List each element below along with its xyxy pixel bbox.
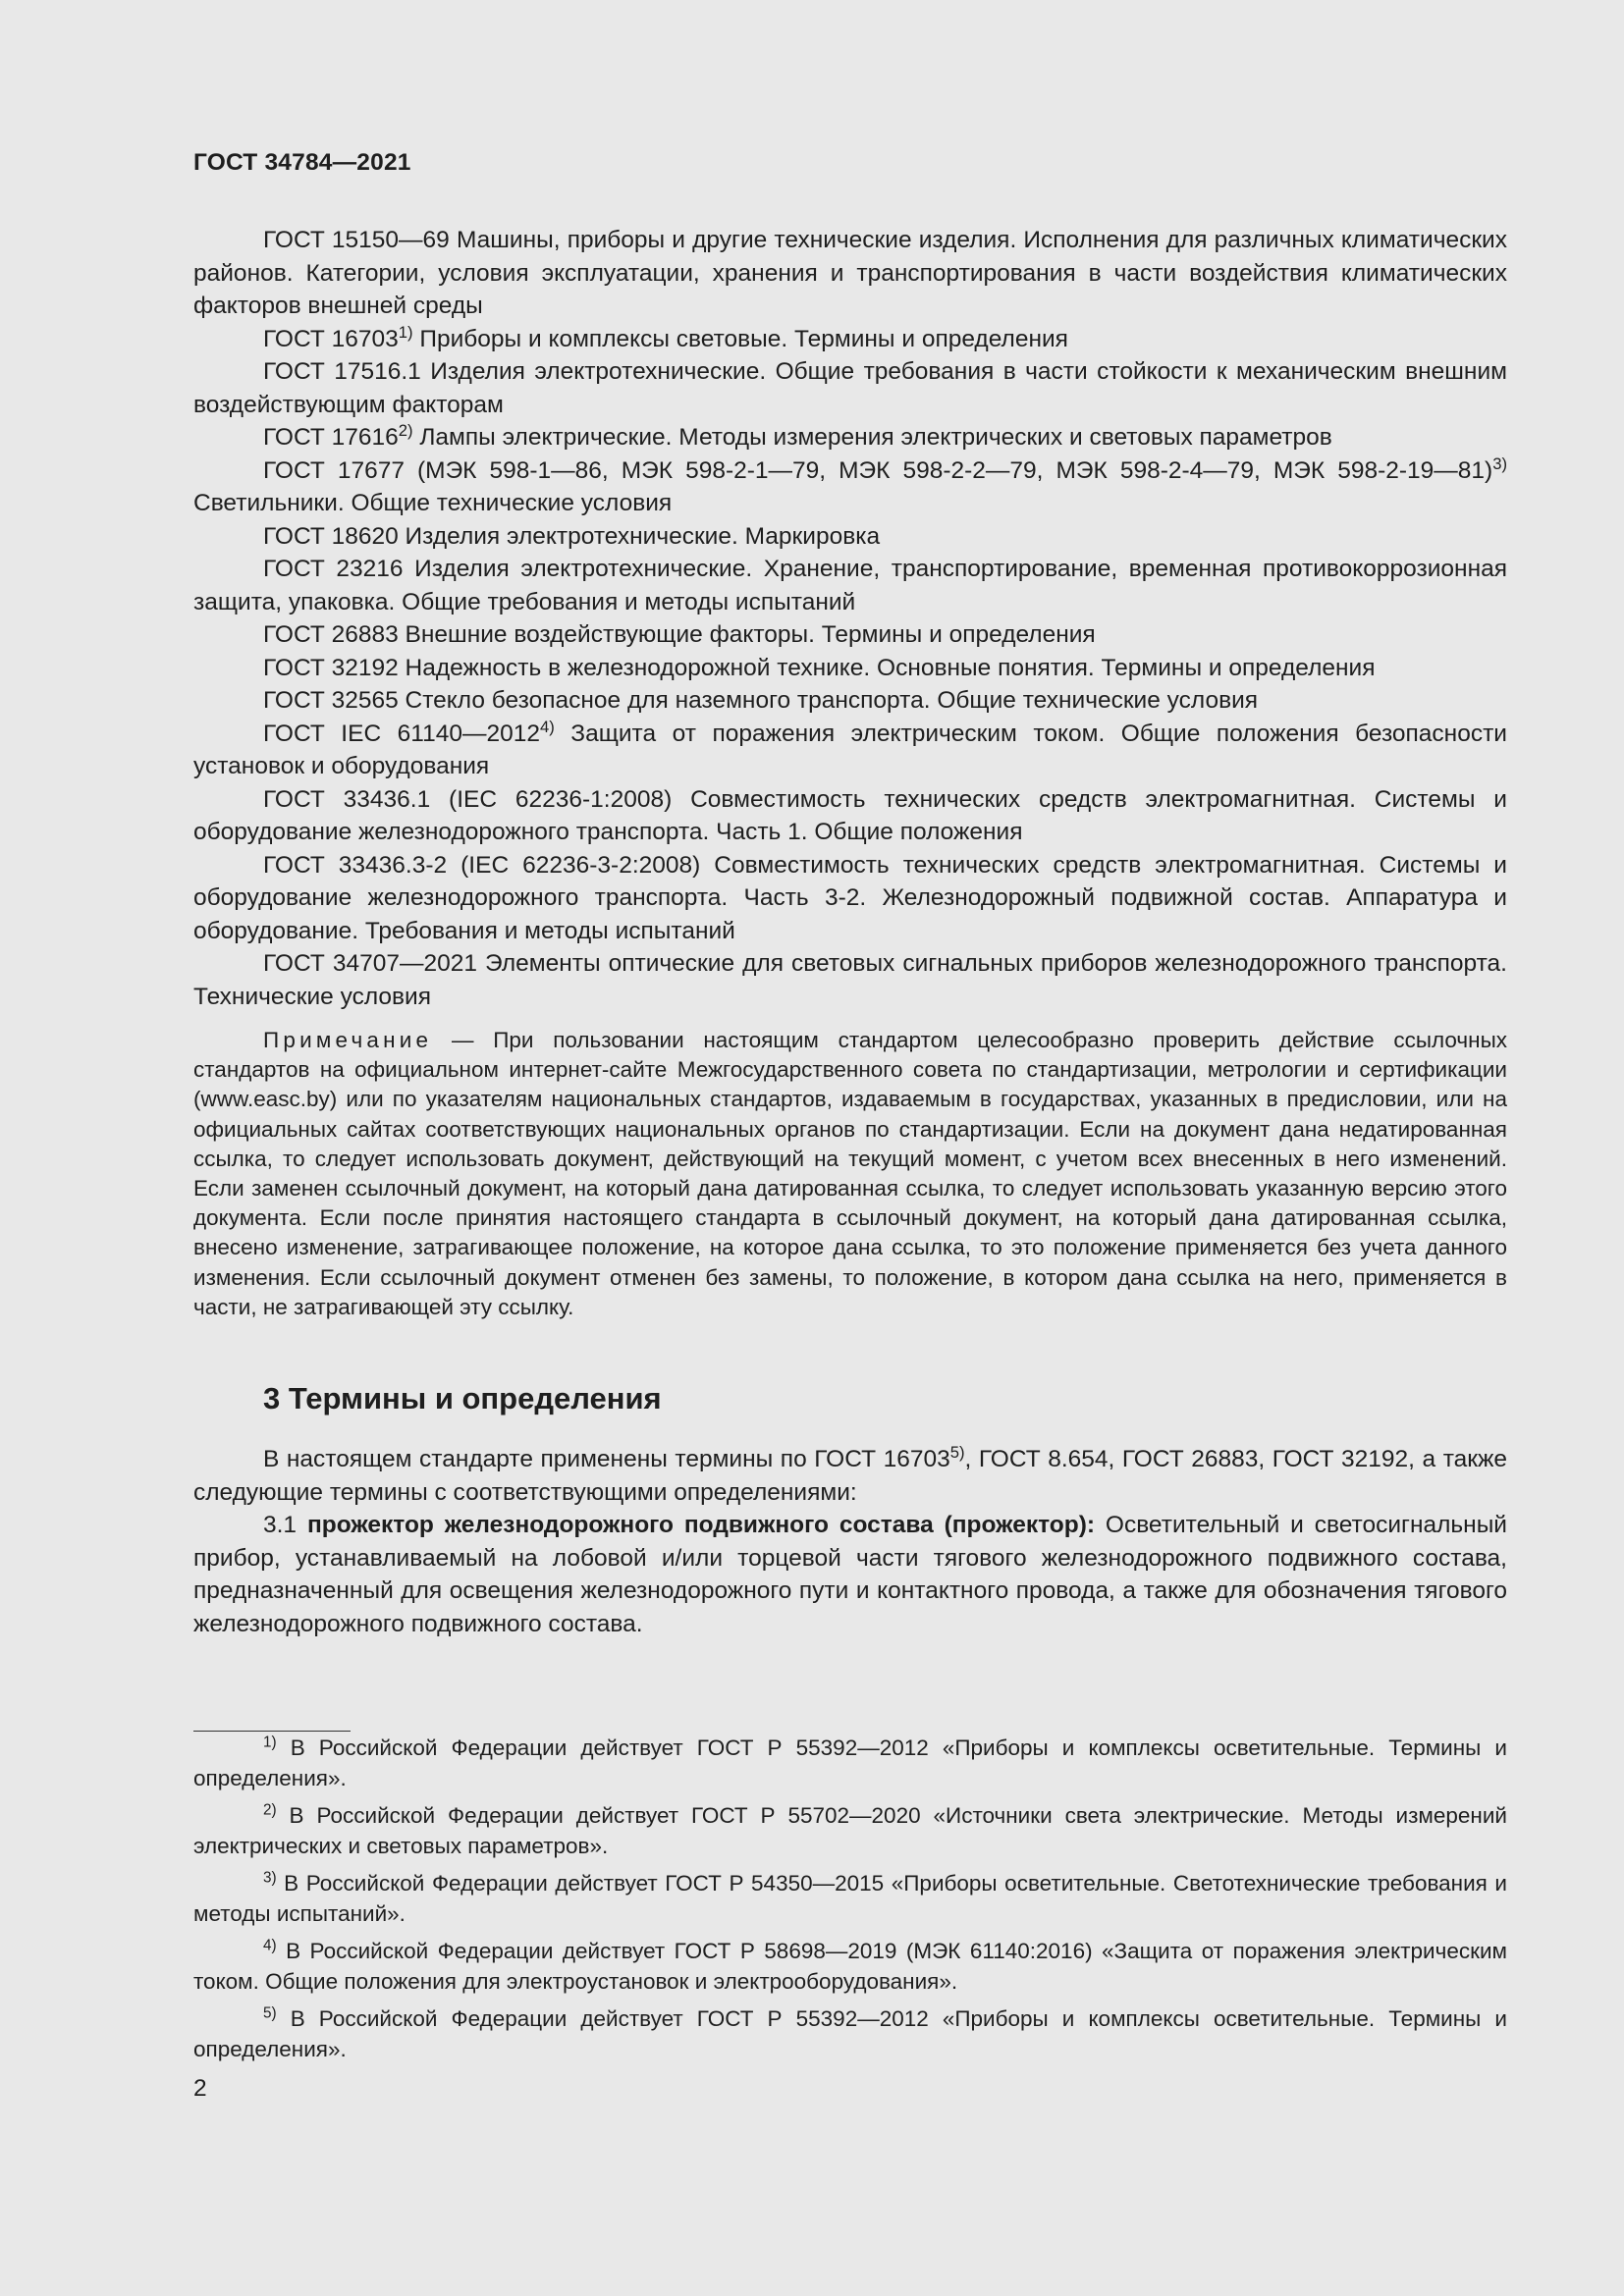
footnote-number: 2)	[263, 1801, 277, 1819]
page-number: 2	[193, 2075, 207, 2102]
reference-item: ГОСТ 16703$^{1)}$ Приборы и комплексы световые. Термины и определения	[263, 322, 1068, 352]
footnotes	[193, 1734, 1507, 2072]
note-paragraph	[193, 1026, 1507, 1322]
reference-item: ГОСТ 17516.1 Изделия электротехнические. Общие требования в части стойкости к механическим внешним воздействующим факторам	[193, 358, 1507, 418]
reference-item: ГОСТ 32192 Надежность в железнодорожной технике. Основные понятия. Термины и определения	[263, 654, 1376, 681]
normative-references-list	[193, 224, 1507, 1013]
reference-item: ГОСТ 17616$^{2)}$ Лампы электрические. Методы измерения электрических и световых параметров	[263, 420, 1332, 451]
terms-section	[193, 1443, 1507, 1640]
footnote-number: 4)	[263, 1937, 277, 1954]
footnote: $^{4)}$ В Российской Федерации действует ГОСТ Р 58698—2019 (МЭК 61140:2016) «Защита от поражения электрическим током. Общие положения для электроустановок и электрооборудования».	[193, 1937, 1507, 1994]
reference-item: ГОСТ IEC 61140—2012$^{4)}$ Защита от поражения электрическим током. Общие положения безопасности установок и оборудования	[193, 717, 1507, 779]
footnote-number: 3)	[263, 1869, 277, 1887]
footnote-marker[interactable]: 2)	[398, 420, 413, 440]
reference-item: ГОСТ 26883 Внешние воздействующие факторы. Термины и определения	[263, 621, 1096, 648]
footnote-number: 1)	[263, 1734, 277, 1751]
reference-item: ГОСТ 32565 Стекло безопасное для наземного транспорта. Общие технические условия	[263, 687, 1259, 714]
term-definition	[193, 1509, 1507, 1640]
term-text: Осветительный и светосигнальный прибор, устанавливаемый на лобовой и/или торцевой части тягового железнодорожного подвижного состава, предназначенный для освещения железнодорожного пути и контактного провода, а также для обозначения тягового железнодорожного подвижного состава.	[193, 1512, 1507, 1637]
reference-item: ГОСТ 33436.3-2 (IEC 62236-3-2:2008) Совместимость технических средств электромагнитная. Системы и оборудование железнодорожного транспорта. Часть 3-2. Железнодорожный подвижной состав. Аппаратура и оборудование. Требования и методы испытаний	[193, 851, 1507, 944]
terms-intro: В настоящем стандарте применены термины по ГОСТ 16703$^{5)}$, ГОСТ 8.654, ГОСТ 26883, ГОСТ 32192, а также следующие термины с соответствующими определениями:	[193, 1442, 1508, 1506]
footnote: $^{2)}$ В Российской Федерации действует ГОСТ Р 55702—2020 «Источники света электрические. Методы измерений электрических и световых параметров».	[193, 1801, 1507, 1858]
note-text: — При пользовании настоящим стандартом целесообразно проверить действие ссылочных стандартов на официальном интернет-сайте Межгосударственного совета по стандартизации, метрологии и сертификации (www.easc.by) или по указателям национальных стандартов, издаваемым в государствах, указанных в предисловии, или на официальных сайтах соответствующих национальных органов по стандартизации. Если на документ дана недатированная ссылка, то следует использовать документ, действующий на текущий момент, с учетом всех внесенных в него изменений. Если заменен ссылочный документ, на который дана датированная ссылка, то следует использовать указанную версию этого документа. Если после принятия настоящего стандарта в ссылочный документ, на который дана датированная ссылка, внесено изменение, затрагивающее положение, на которое дана ссылка, то это положение применяется без учета данного изменения. Если ссылочный документ отменен без замены, то положение, в котором дана ссылка на него, применяется в части, не затрагивающей эту ссылку.	[193, 1028, 1507, 1319]
reference-item: ГОСТ 18620 Изделия электротехнические. Маркировка	[263, 522, 881, 550]
reference-item: ГОСТ 34707—2021 Элементы оптические для световых сигнальных приборов железнодорожного транспорта. Технические условия	[193, 950, 1507, 1010]
footnote: $^{5)}$ В Российской Федерации действует ГОСТ Р 55392—2012 «Приборы и комплексы осветительные. Термины и определения».	[193, 2004, 1507, 2061]
footnote: $^{1)}$ В Российской Федерации действует ГОСТ Р 55392—2012 «Приборы и комплексы осветительные. Термины и определения».	[193, 1734, 1507, 1790]
footnote-marker[interactable]: 1)	[398, 322, 413, 342]
term-number: 3.1	[263, 1512, 307, 1538]
footnote-marker[interactable]: 3)	[1492, 454, 1507, 473]
note-label: Примечание	[263, 1028, 433, 1052]
footnote-marker[interactable]: 4)	[539, 717, 555, 736]
footnote-marker[interactable]: 5)	[949, 1442, 965, 1462]
footnote: $^{3)}$ В Российской Федерации действует ГОСТ Р 54350—2015 «Приборы осветительные. Светотехнические требования и методы испытаний».	[193, 1869, 1507, 1926]
footnote-number: 5)	[263, 2004, 277, 2022]
reference-item: ГОСТ 17677 (МЭК 598-1—86, МЭК 598-2-1—79, МЭК 598-2-2—79, МЭК 598-2-4—79, МЭК 598-2-19—81)$^{3)}$ Светильники. Общие технические условия	[193, 454, 1507, 516]
term-name: прожектор железнодорожного подвижного состава (прожектор):	[306, 1512, 1096, 1538]
reference-item: ГОСТ 15150—69 Машины, приборы и другие технические изделия. Исполнения для различных климатических районов. Категории, условия эксплуатации, хранения и транспортирования в части воздействия климатических факторов внешней среды	[193, 227, 1507, 319]
footnote-separator	[193, 1731, 351, 1732]
document-header: ГОСТ 34784—2021	[193, 149, 411, 176]
reference-item: ГОСТ 23216 Изделия электротехнические. Хранение, транспортирование, временная противокоррозионная защита, упаковка. Общие требования и методы испытаний	[193, 556, 1507, 615]
reference-item: ГОСТ 33436.1 (IEC 62236-1:2008) Совместимость технических средств электромагнитная. Системы и оборудование железнодорожного транспорта. Часть 1. Общие положения	[193, 785, 1507, 845]
section-heading: 3 Термины и определения	[263, 1381, 662, 1415]
